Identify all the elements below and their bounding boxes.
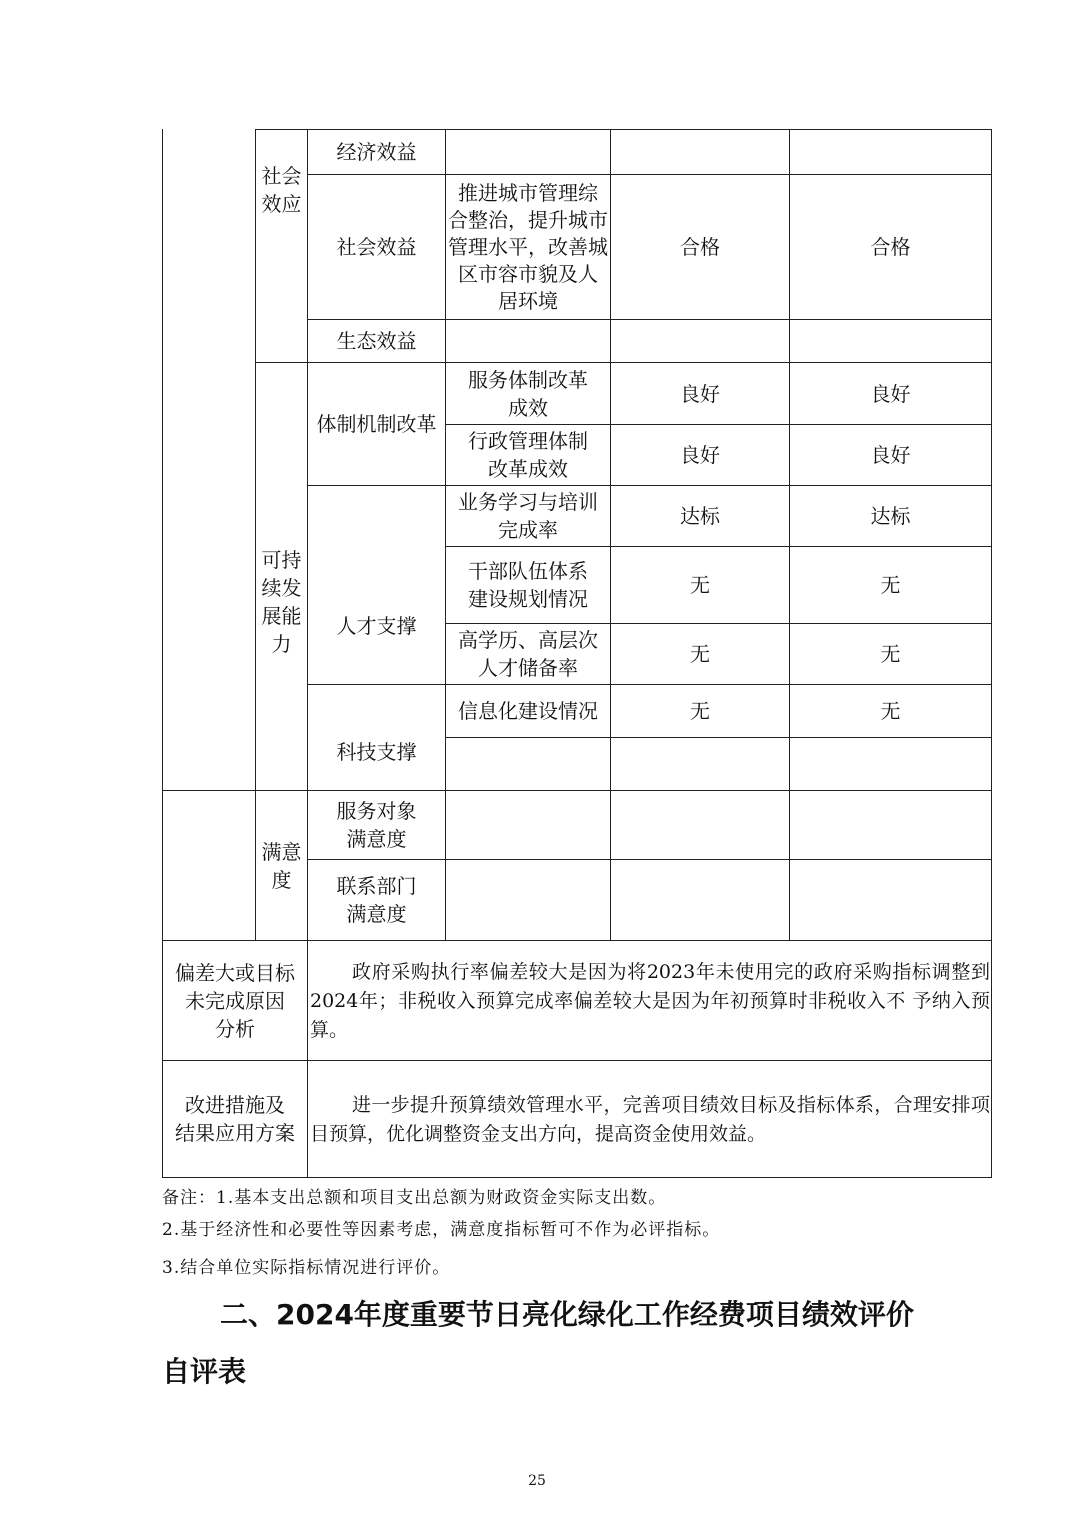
- page-number: 25: [528, 1473, 546, 1489]
- item-admin-reform: 行政管理体制 改革成效: [468, 429, 588, 481]
- improvement-text: 进一步提升预算绩效管理水平，完善项目绩效目标及指标体系，合理安排项目预算，优化调整资金支出方向，提高资金使用效益。: [310, 1094, 990, 1145]
- indicator-social-target: 推进城市管理综 合整治，提升城市 管理水平，改善城 区市容市貌及人 居环境: [448, 180, 608, 313]
- group-tech-support: 科技支撑: [336, 740, 417, 764]
- indicator-social: 社会效益: [336, 235, 417, 259]
- item-training: 业务学习与培训 完成率: [458, 490, 598, 542]
- indicator-economic: 经济效益: [336, 140, 417, 164]
- deviation-label: 偏差大或目标 未完成原因 分析: [175, 960, 295, 1041]
- item-high-level-talent-actual: 无: [690, 642, 710, 666]
- table-line: [162, 1177, 992, 1178]
- deviation-text: 政府采购执行率偏差较大是因为将2023年未使用完的政府采购指标调整到2024年；非税收入预算完成率偏差较大是因为年初预算时非税收入不 予纳入预算。: [310, 961, 990, 1041]
- item-service-reform-actual: 良好: [680, 381, 720, 406]
- item-team-planning-actual: 无: [690, 573, 710, 597]
- indicator-dept-satisfaction: 联系部门 满意度: [336, 874, 417, 926]
- item-informatization-eval: 无: [880, 699, 901, 723]
- item-high-level-talent-eval: 无: [880, 642, 901, 666]
- group-institutional-reform: 体制机制改革: [316, 412, 437, 436]
- indicator-ecological: 生态效益: [336, 329, 417, 353]
- indicator-social-actual: 合格: [680, 235, 720, 259]
- section-heading-continued: 自评表: [162, 1355, 247, 1388]
- item-informatization-actual: 无: [690, 699, 710, 723]
- indicator-social-eval: 合格: [870, 235, 911, 259]
- item-training-eval: 达标: [870, 504, 911, 528]
- item-admin-reform-eval: 良好: [870, 443, 911, 467]
- note-1: 备注：1.基本支出总额和项目支出总额为财政资金实际支出数。: [162, 1188, 667, 1208]
- dimension-social-effect: 社会 效应: [261, 164, 302, 216]
- item-training-actual: 达标: [680, 504, 720, 528]
- group-talent-support: 人才支撑: [336, 614, 417, 638]
- item-high-level-talent: 高学历、高层次 人才储备率: [458, 628, 598, 680]
- section-heading: 二、2024年度重要节日亮化绿化工作经费项目绩效评价: [220, 1298, 914, 1331]
- table-line: [991, 129, 992, 1178]
- indicator-service-satisfaction: 服务对象 满意度: [336, 799, 417, 851]
- item-service-reform-eval: 良好: [870, 381, 911, 406]
- note-3: 3.结合单位实际指标情况进行评价。: [162, 1258, 451, 1278]
- dimension-satisfaction: 满意 度: [261, 839, 302, 892]
- table-line: [445, 737, 992, 738]
- improvement-label: 改进措施及 结果应用方案: [175, 1093, 295, 1145]
- item-team-planning-eval: 无: [880, 573, 901, 597]
- dimension-sustainable: 可持 续发 展能 力: [261, 547, 302, 656]
- note-2: 2.基于经济性和必要性等因素考虑，满意度指标暂可不作为必评指标。: [162, 1220, 721, 1240]
- item-service-reform: 服务体制改革 成效: [468, 367, 588, 420]
- item-team-planning: 干部队伍体系 建设规划情况: [468, 559, 588, 611]
- item-admin-reform-actual: 良好: [680, 443, 720, 467]
- item-informatization: 信息化建设情况: [458, 699, 598, 723]
